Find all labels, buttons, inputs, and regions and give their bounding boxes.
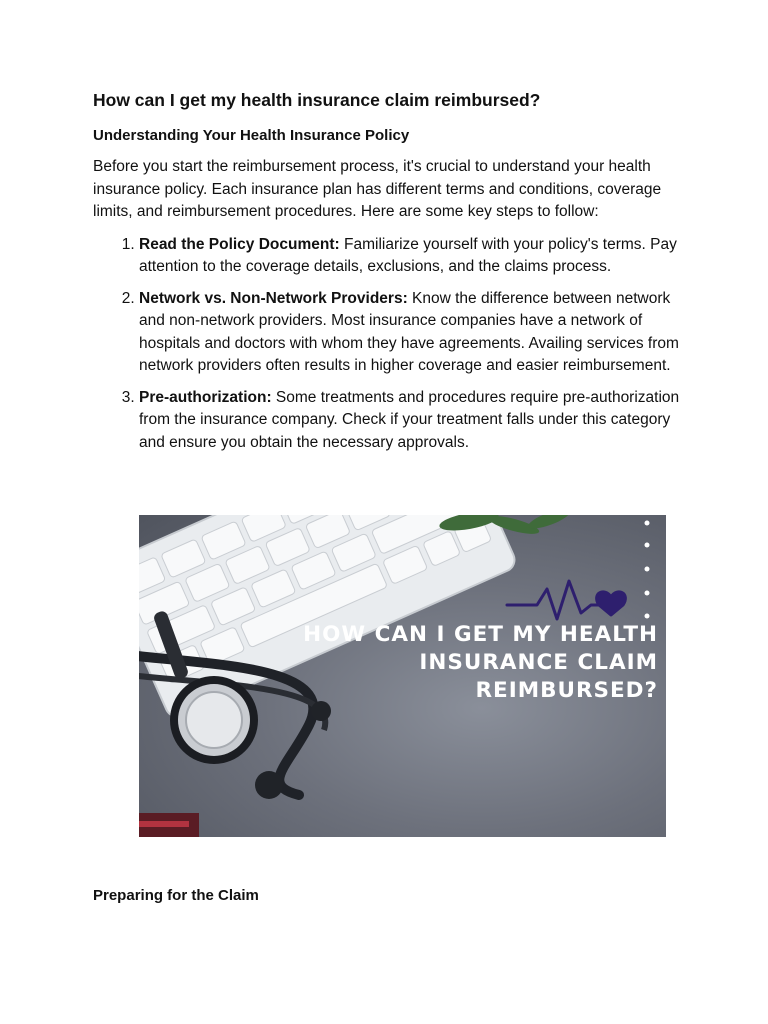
list-item bbox=[139, 234, 683, 279]
step-text: Familiarize yourself with your policy's terms. Pay attention to the coverage details, exclusions, and the claims process. bbox=[139, 235, 677, 275]
intro-paragraph: Before you start the reimbursement process, it's crucial to understand your health insurance policy. Each insurance plan has different terms and conditions, coverage limits, and reimbursement procedures. Here are some key steps to follow: bbox=[93, 158, 662, 220]
document-body bbox=[93, 88, 683, 463]
section-heading-policy: Understanding Your Health Insurance Policy bbox=[93, 127, 410, 144]
list-item bbox=[139, 387, 683, 455]
list-item bbox=[139, 288, 683, 378]
section-heading-preparing: Preparing for the Claim bbox=[93, 887, 259, 904]
step-label: Read the Policy Document: bbox=[139, 235, 340, 253]
red-object-highlight bbox=[139, 821, 189, 827]
heartbeat-heart-icon bbox=[507, 581, 625, 619]
hero-image bbox=[139, 515, 666, 837]
page-title: How can I get my health insurance claim reimbursed? bbox=[93, 90, 541, 110]
step-text: Some treatments and procedures require pre-authorization from the insurance company. Check if your treatment falls under this category and ensure you obtain the necessary approvals. bbox=[139, 388, 680, 451]
hero-headline: HOW CAN I GET MY HEALTH INSURANCE CLAIM REIMBURSED? bbox=[303, 622, 658, 703]
steps-list bbox=[93, 234, 683, 455]
step-label: Pre-authorization: bbox=[139, 388, 272, 406]
step-text: Know the difference between network and non-network providers. Most insurance companies have a network of hospitals and doctors with whom they have agreements. Availing services from network providers often results in higher coverage and easier reimbursement. bbox=[139, 289, 679, 374]
step-label: Network vs. Non-Network Providers: bbox=[139, 289, 408, 307]
dots-decoration bbox=[645, 521, 650, 619]
